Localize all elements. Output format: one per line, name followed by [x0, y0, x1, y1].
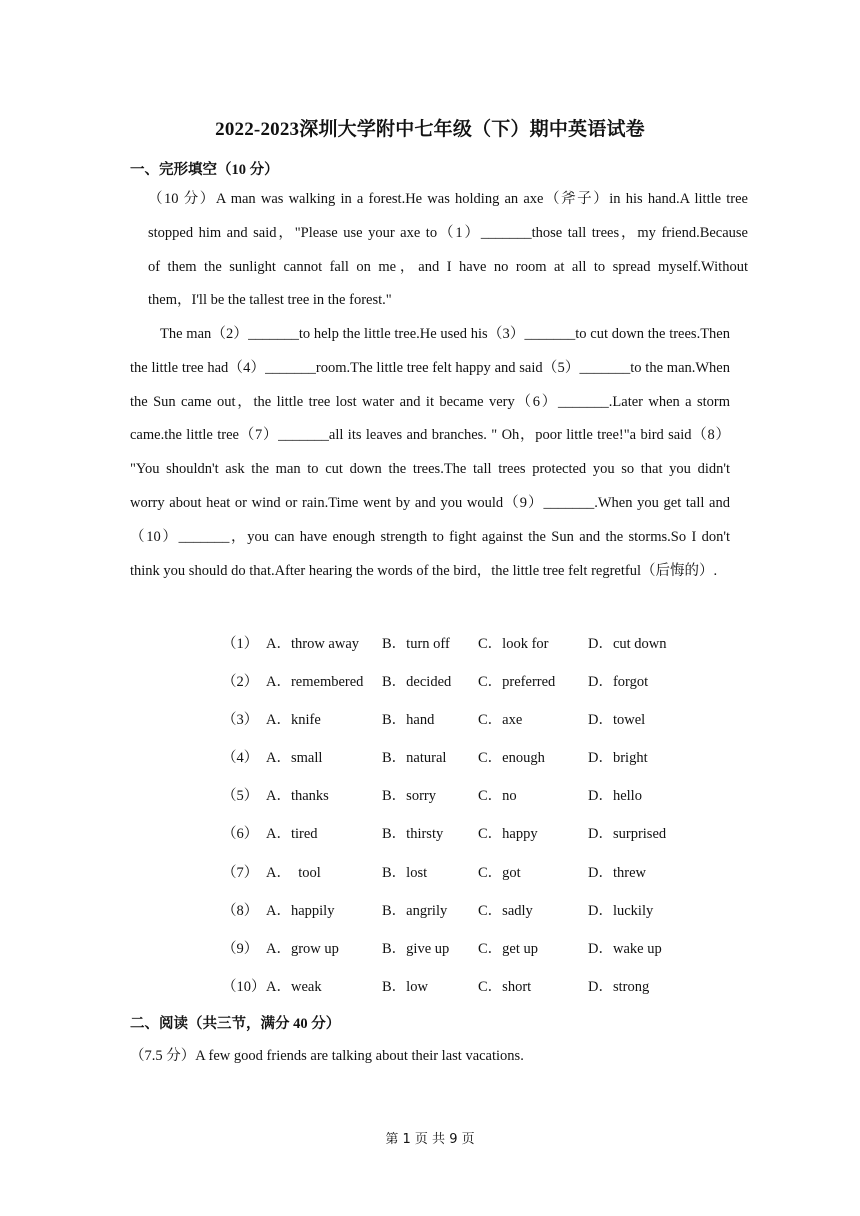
option-c: C．enough	[478, 750, 545, 767]
paragraph-line: the Sun came out，the little tree lost water and it became very（6）_______.Later when a storm	[130, 393, 730, 410]
option-b: B．give up	[382, 940, 450, 957]
question-number: （1）	[222, 636, 259, 652]
paragraph-line: "You shouldn't ask the man to cut down the trees.The tall trees protected you so that you didn't	[130, 461, 730, 478]
option-d: D．forgot	[588, 674, 649, 691]
option-b: B．thirsty	[382, 826, 444, 843]
option-a: A．remembered	[266, 674, 364, 691]
option-c: C．short	[478, 978, 532, 995]
option-a: A．happily	[266, 902, 335, 919]
option-d: D．hello	[588, 788, 642, 805]
cloze-paragraph-1	[148, 183, 748, 318]
option-a: A．small	[266, 750, 323, 767]
option-c: C．no	[478, 788, 517, 805]
option-c: C．get up	[478, 940, 539, 957]
page-footer: 第 1 页 共 9 页	[385, 1132, 475, 1147]
question-number: （4）	[222, 750, 259, 767]
option-c: C．got	[478, 864, 521, 881]
paragraph-line: stopped him and said，"Please use your axe to（1）_______those tall trees，my friend.Because	[148, 224, 748, 241]
option-b: B．sorry	[382, 788, 436, 805]
paragraph-line: think you should do that.After hearing the words of the bird，the little tree felt regretful（后悔的）.	[130, 562, 718, 579]
paragraph-line: the little tree had（4）_______room.The little tree felt happy and said（5）_______to the man.When	[130, 359, 730, 376]
option-d: D．cut down	[588, 636, 667, 652]
option-a: A． tool	[266, 864, 321, 881]
option-c: C．preferred	[478, 674, 556, 691]
paragraph-line: them，I'll be the tallest tree in the forest."	[148, 292, 392, 309]
option-c: C．look for	[478, 636, 549, 652]
option-d: D．wake up	[588, 940, 662, 957]
question-number: （10）	[222, 978, 266, 995]
paragraph-line: （10）_______，you can have enough strength to fight against the Sun and the storms.So I don't	[130, 528, 730, 545]
option-b: B．decided	[382, 674, 452, 691]
option-b: B．low	[382, 978, 428, 995]
option-a: A．thanks	[266, 788, 329, 805]
option-c: C．happy	[478, 826, 538, 843]
option-d: D．bright	[588, 750, 648, 767]
paragraph-line: The man（2）_______to help the little tree.He used his（3）_______to cut down the trees.Then	[160, 326, 730, 342]
page-title: 2022-2023深圳大学附中七年级（下）期中英语试卷	[215, 119, 645, 140]
option-b: B．hand	[382, 712, 435, 729]
option-d: D．threw	[588, 864, 646, 881]
question-number: （9）	[222, 940, 259, 957]
option-a: A．throw away	[266, 636, 360, 652]
section-heading-cloze: 一、完形填空（10 分）	[130, 162, 279, 178]
question-number: （3）	[222, 712, 259, 729]
option-b: B．natural	[382, 750, 447, 767]
option-d: D．surprised	[588, 826, 667, 843]
question-number: （6）	[222, 826, 259, 843]
option-a: A．tired	[266, 826, 318, 843]
option-d: D．strong	[588, 978, 650, 995]
cloze-paragraph-2	[130, 318, 730, 588]
paragraph-line: worry about heat or wind or rain.Time went by and you would（9）_______.When you get tall and	[130, 494, 730, 511]
option-c: C．axe	[478, 712, 523, 729]
option-c: C．sadly	[478, 902, 533, 919]
paragraph-line: （10 分）A man was walking in a forest.He was holding an axe（斧子）in his hand.A little tree	[148, 191, 748, 207]
section-heading-reading: 二、阅读（共三节，满分 40 分）	[130, 1016, 341, 1032]
option-d: D．luckily	[588, 902, 654, 919]
option-a: A．grow up	[266, 940, 339, 957]
option-d: D．towel	[588, 712, 646, 729]
option-a: A．knife	[266, 712, 321, 729]
option-a: A．weak	[266, 978, 322, 995]
paragraph-line: came.the little tree（7）_______all its leaves and branches. " Oh，poor little tree!"a bird said（8）	[130, 427, 730, 444]
question-number: （5）	[222, 788, 259, 805]
paragraph-line: of them the sunlight cannot fall on me，and I have no room at all to spread myself.Without	[148, 258, 748, 275]
reading-intro: （7.5 分）A few good friends are talking about their last vacations.	[130, 1048, 524, 1064]
option-b: B．lost	[382, 864, 428, 881]
question-number: （8）	[222, 902, 259, 919]
question-number: （2）	[222, 674, 259, 691]
option-b: B．turn off	[382, 636, 450, 652]
option-b: B．angrily	[382, 902, 448, 919]
question-number: （7）	[222, 864, 259, 881]
